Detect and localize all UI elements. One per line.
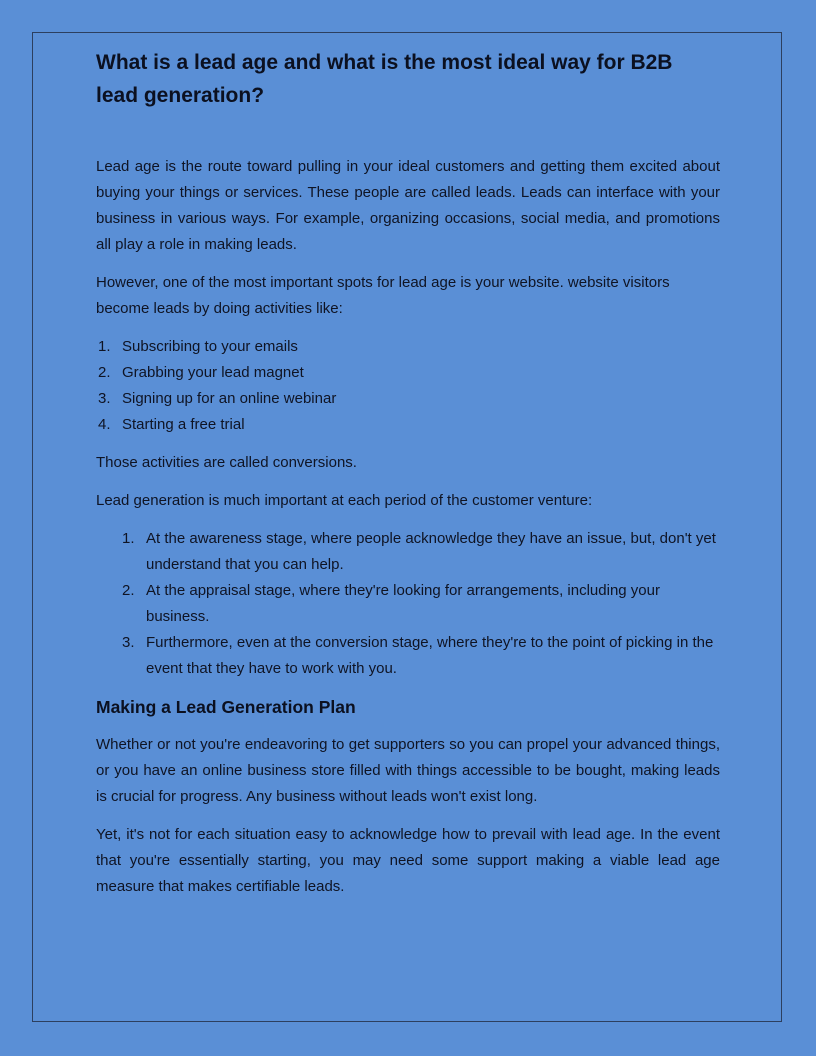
- list-item: [96, 386, 720, 412]
- list-item-text: Furthermore, even at the conversion stage, where they're to the point of picking in the event that they have to work with you.: [146, 634, 714, 677]
- list-item-number: 3.: [98, 390, 111, 407]
- list-item-number: 1.: [98, 338, 111, 355]
- list-item: [96, 630, 720, 682]
- list-item-number: 2.: [122, 582, 135, 599]
- list-item-text: At the awareness stage, where people acknowledge they have an issue, but, don't yet understand that you can help.: [146, 530, 716, 573]
- list-item-number: 4.: [98, 416, 111, 433]
- list-item: [96, 526, 720, 578]
- list-item-number: 1.: [122, 530, 135, 547]
- activities-list: [96, 334, 720, 438]
- list-item-text: At the appraisal stage, where they're looking for arrangements, including your business.: [146, 582, 660, 625]
- section-heading: Making a Lead Generation Plan: [96, 697, 356, 717]
- document-title: What is a lead age and what is the most ideal way for B2B lead generation?: [96, 51, 673, 107]
- intro-paragraph: Lead age is the route toward pulling in your ideal customers and getting them excited about buying your things or services. These people are called leads. Leads can interface with your business in various ways. For example, organizing occasions, social media, and promotions all play a role in making leads.: [96, 158, 720, 253]
- list-item: [96, 334, 720, 360]
- list-item-number: 3.: [122, 634, 135, 651]
- plan-paragraph: Yet, it's not for each situation easy to acknowledge how to prevail with lead age. In the event that you're essentially starting, you may need some support making a viable lead age measure that makes certifiable leads.: [96, 826, 720, 895]
- list-item-text: Grabbing your lead magnet: [122, 364, 304, 381]
- list-item-text: Starting a free trial: [122, 416, 245, 433]
- importance-paragraph: Lead generation is much important at each period of the customer venture:: [96, 492, 593, 509]
- document-body: [96, 46, 720, 912]
- list-item-text: Signing up for an online webinar: [122, 390, 337, 407]
- list-item: [96, 360, 720, 386]
- list-item: [96, 412, 720, 438]
- stages-list: [96, 526, 720, 682]
- list-item-number: 2.: [98, 364, 111, 381]
- conversions-paragraph: Those activities are called conversions.: [96, 454, 357, 471]
- list-item: [96, 578, 720, 630]
- website-paragraph: However, one of the most important spots for lead age is your website. website visitors become leads by doing activities like:: [96, 274, 670, 317]
- plan-paragraph: Whether or not you're endeavoring to get supporters so you can propel your advanced things, or you have an online business store filled with things accessible to be bought, making leads is crucial for progress. Any business without leads won't exist long.: [96, 736, 720, 805]
- list-item-text: Subscribing to your emails: [122, 338, 298, 355]
